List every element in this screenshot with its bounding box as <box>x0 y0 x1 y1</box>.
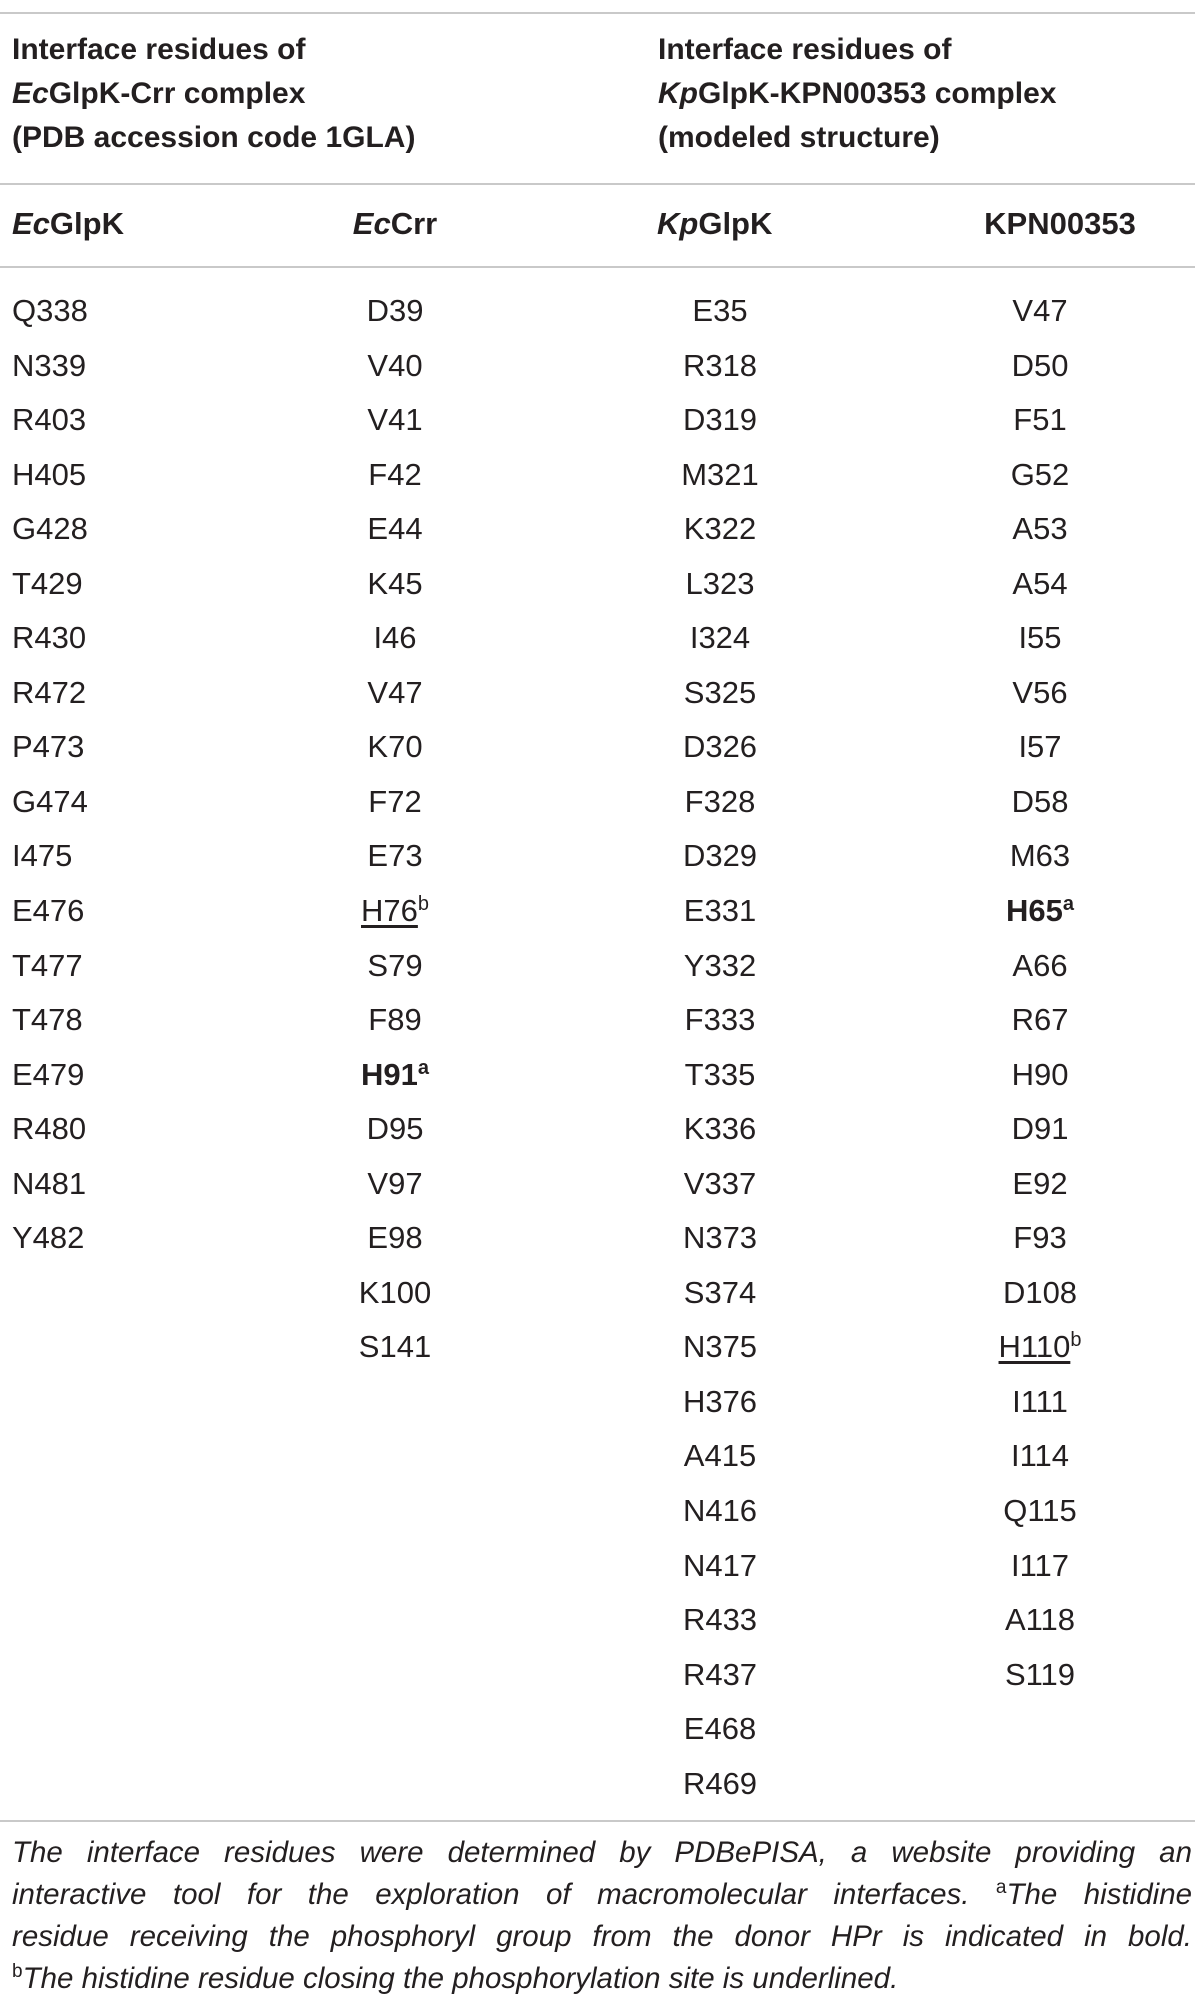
residue-cell: S325 <box>683 674 757 710</box>
residue-cell: N417 <box>682 1547 758 1583</box>
residue-cell: F328 <box>684 783 756 819</box>
residue-cell: T335 <box>684 1056 756 1092</box>
residue-cell: S119 <box>1004 1656 1076 1692</box>
residue-cell-underlined: H76$^b$ <box>361 893 429 929</box>
residue-cell: D58 <box>1011 783 1069 819</box>
residue-cell: R437 <box>682 1656 758 1692</box>
residue-cell: R472 <box>12 674 87 710</box>
residue-cell: I111 <box>1012 1383 1068 1419</box>
residue-cell: E476 <box>12 893 85 929</box>
residue-cell: E98 <box>367 1220 423 1256</box>
residue-cell: V337 <box>683 1165 757 1201</box>
group-header-line: Interface residues of <box>658 33 952 66</box>
residue-cell: F93 <box>1013 1220 1067 1256</box>
residue-cell: K322 <box>683 511 757 547</box>
table-footnote <box>12 1832 1192 2000</box>
residue-cell: I475 <box>12 838 73 874</box>
residue-cell: E331 <box>683 893 757 929</box>
residue-cell: I57 <box>1018 729 1062 765</box>
residue-cell: E35 <box>692 293 748 328</box>
residue-cell: E73 <box>367 838 423 874</box>
residue-cell: E468 <box>683 1711 757 1747</box>
residue-cell: F72 <box>368 783 422 819</box>
residue-cell: H405 <box>12 456 87 492</box>
residue-cell: K100 <box>358 1274 432 1310</box>
residue-cell: Q338 <box>12 293 88 328</box>
residue-cell: N373 <box>682 1220 758 1256</box>
residue-cell: Y482 <box>12 1220 85 1256</box>
residue-cell: N375 <box>682 1329 758 1365</box>
footnote-line: residue receiving the phosphoryl group from the donor HPr is indicated in bold. <box>12 1920 1192 1953</box>
residue-cell: A415 <box>683 1438 757 1474</box>
residue-cell: D326 <box>682 729 758 765</box>
residue-cell: S374 <box>683 1274 757 1310</box>
residue-cell: R403 <box>12 402 87 438</box>
column-header-divider <box>0 266 1195 268</box>
residue-cell-bold: H65$^a$ <box>1006 893 1074 929</box>
residue-cell: Y332 <box>683 947 757 983</box>
residue-cell: H90 <box>1011 1056 1069 1092</box>
group-header-rest: GlpK-KPN00353 complex <box>698 77 1057 110</box>
residue-cell: D91 <box>1011 1111 1069 1147</box>
top-rule <box>0 12 1195 14</box>
residue-cell: S141 <box>358 1329 432 1365</box>
residue-cell: R318 <box>682 347 758 383</box>
residue-cell: G474 <box>12 783 88 819</box>
group-header-line: Interface residues of <box>12 33 306 66</box>
residue-cell: V47 <box>367 674 423 710</box>
residue-cell: V41 <box>367 402 423 438</box>
residue-cell: F51 <box>1013 402 1067 438</box>
group-header-line: (modeled structure) <box>658 121 940 154</box>
residue-cell-bold: H91$^a$ <box>361 1056 429 1092</box>
residue-cell: F42 <box>368 456 422 492</box>
residue-cell: K336 <box>683 1111 757 1147</box>
residue-cell: A118 <box>1004 1602 1076 1638</box>
residue-cell: Q115 <box>1003 1493 1077 1529</box>
group-header-rest: GlpK-Crr complex <box>48 77 306 110</box>
residue-cell: D329 <box>682 838 758 874</box>
residue-cell: R67 <box>1011 1002 1069 1038</box>
residue-cell: A53 <box>1012 511 1068 547</box>
residue-cell: D39 <box>366 293 424 328</box>
residue-cell: M63 <box>1009 838 1071 874</box>
group-header-kp-complex <box>658 28 1056 160</box>
residue-cell: E44 <box>367 511 423 547</box>
residue-cell: F333 <box>684 1002 756 1038</box>
residue-cell: A54 <box>1012 565 1068 601</box>
residue-cell: A66 <box>1012 947 1068 983</box>
column-header-ec-glpk: EcGlpK <box>12 206 124 241</box>
residue-cell: G428 <box>12 511 88 547</box>
column-kp-glpk <box>645 284 795 1811</box>
residue-cell: I55 <box>1018 620 1062 656</box>
footer-rule <box>0 1820 1195 1822</box>
group-header-line: (PDB accession code 1GLA) <box>12 121 416 154</box>
column-header-kp-glpk: KpGlpK <box>657 206 773 241</box>
residue-cell: R480 <box>12 1111 87 1147</box>
group-header-line: KpGlpK-KPN00353 complex <box>658 77 1057 110</box>
residue-cell: K45 <box>367 565 423 601</box>
residue-cell: R430 <box>12 620 87 656</box>
residue-cell: L323 <box>685 565 755 601</box>
group-header-line: EcGlpK-Crr complex <box>12 77 306 110</box>
residue-cell: D95 <box>366 1111 424 1147</box>
column-header-kpn00353: KPN00353 <box>984 206 1136 241</box>
residue-cell: K70 <box>367 729 423 765</box>
residue-cell: E92 <box>1012 1165 1068 1201</box>
residue-cell: T429 <box>12 565 83 601</box>
column-ec-glpk <box>12 284 152 1266</box>
residue-cell: F89 <box>368 1002 422 1038</box>
residue-cell: H376 <box>682 1383 758 1419</box>
residue-cell: V47 <box>1012 293 1068 328</box>
residue-cell-underlined: H110$^b$ <box>998 1329 1082 1365</box>
residue-cell: I324 <box>689 620 751 656</box>
residue-cell: N416 <box>682 1493 758 1529</box>
residue-cell: R433 <box>682 1602 758 1638</box>
column-header-ec-crr: EcCrr <box>352 206 438 241</box>
residue-cell: P473 <box>12 729 85 765</box>
residue-cell: D50 <box>1011 347 1069 383</box>
column-kpn00353 <box>965 284 1115 1702</box>
footnote-line: interactive tool for the exploration of macromolecular interfaces. $^a$The histidine <box>12 1877 1193 1911</box>
residue-cell: V56 <box>1012 674 1068 710</box>
residue-cell: M321 <box>681 456 759 492</box>
residue-cell: V97 <box>367 1165 423 1201</box>
residue-cell: N339 <box>12 347 87 383</box>
residue-cell: N481 <box>12 1165 87 1201</box>
residue-cell: D108 <box>1002 1274 1078 1310</box>
residue-cell: G52 <box>1010 456 1070 492</box>
residue-cell: I46 <box>373 620 417 656</box>
group-header-ec-complex <box>12 28 415 160</box>
residue-cell: T477 <box>12 947 83 983</box>
residue-cell: D319 <box>682 402 758 438</box>
column-ec-crr <box>320 284 470 1375</box>
residue-cell: E479 <box>12 1056 85 1092</box>
residue-cell: I114 <box>1010 1438 1070 1474</box>
footnote-line: The interface residues were determined by PDBePISA, a website providing an <box>12 1836 1192 1869</box>
residue-cell: I117 <box>1010 1547 1070 1583</box>
header-divider <box>0 183 1195 185</box>
footnote-line: $^b$The histidine residue closing the phosphorylation site is underlined. <box>12 1961 899 1995</box>
residue-cell: V40 <box>367 347 423 383</box>
residue-cell: T478 <box>12 1002 83 1038</box>
residue-cell: R469 <box>682 1765 758 1801</box>
residue-cell: S79 <box>367 947 423 983</box>
